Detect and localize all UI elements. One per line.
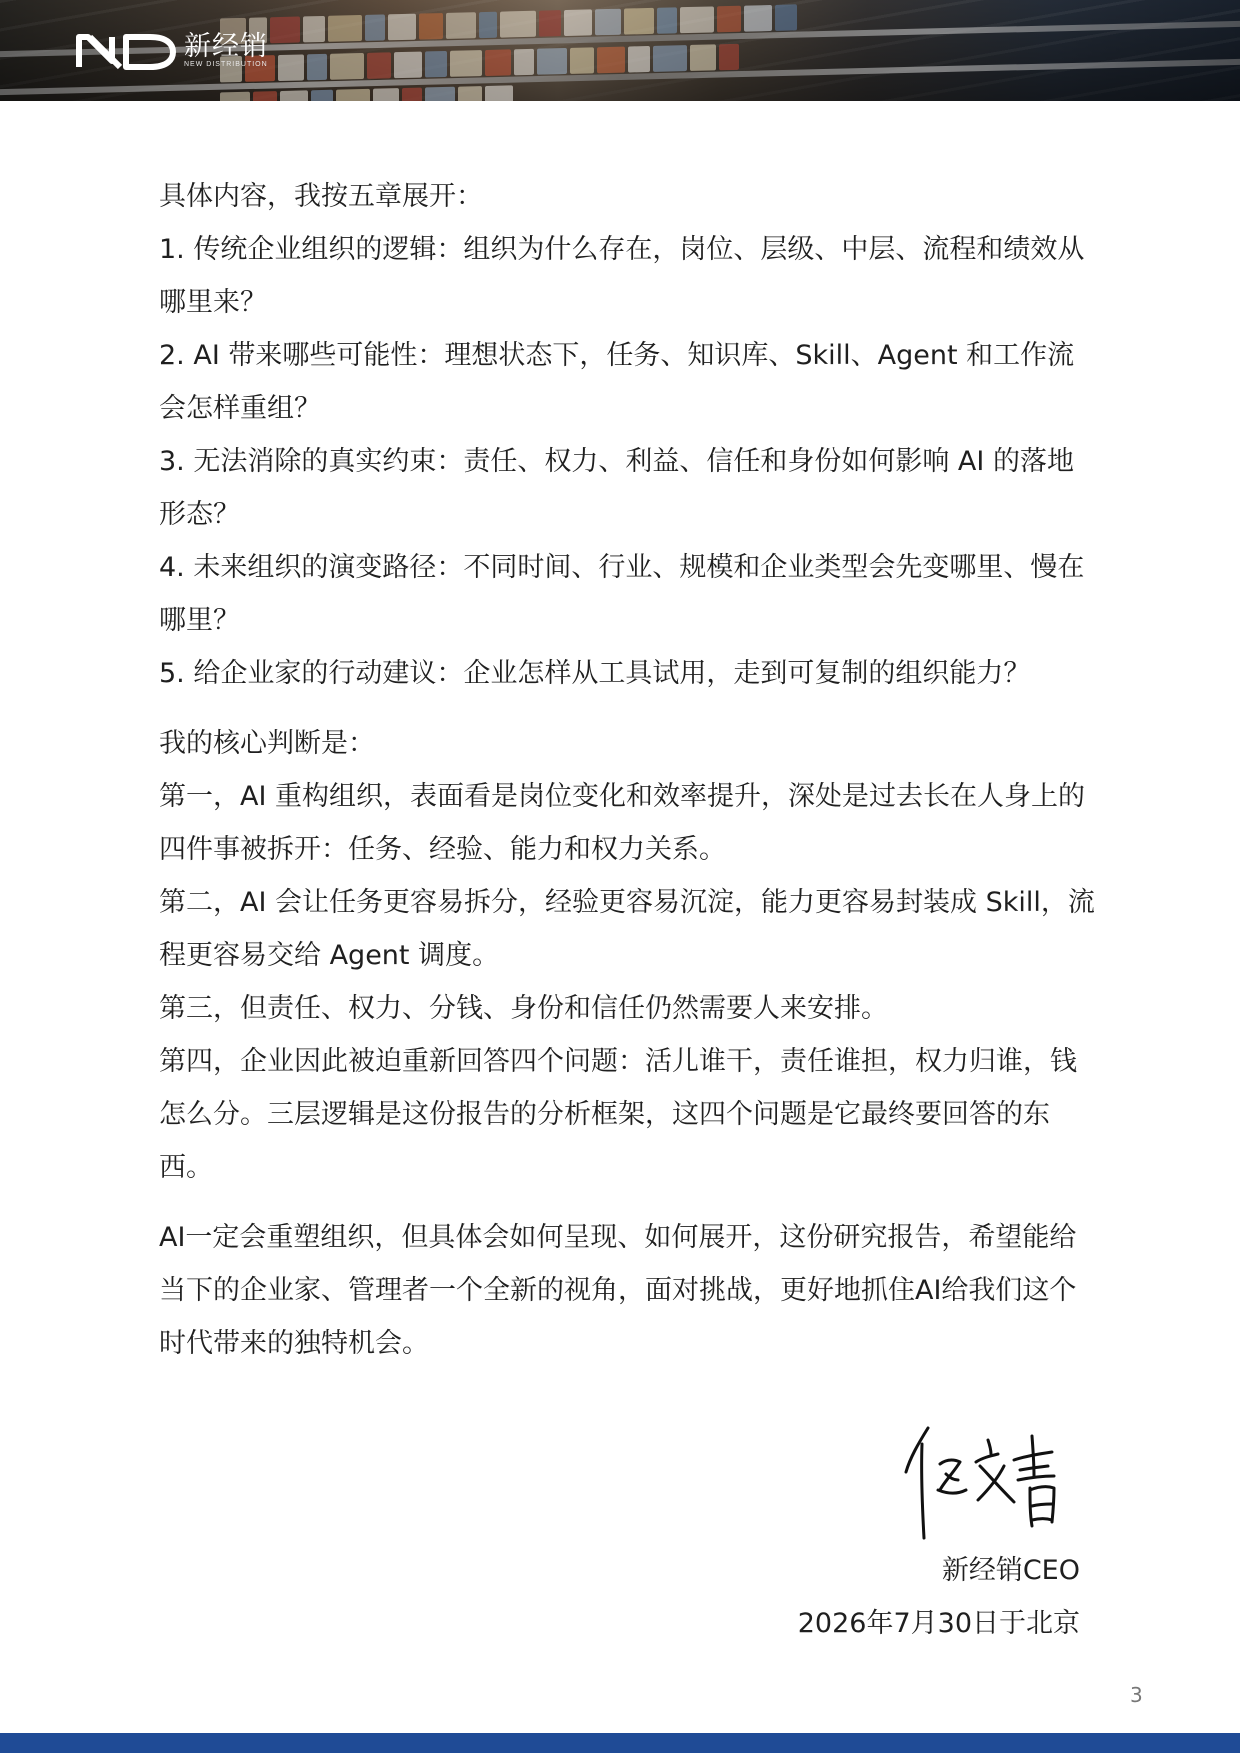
header-banner (0, 0, 1240, 101)
chapter-item-5: 5. 给企业家的行动建议：企业怎样从工具试用，走到可复制的组织能力？ (159, 658, 1031, 689)
signing-date-location: 2026年7月30日于北京 (797, 1608, 1080, 1639)
signature-icon (896, 1422, 1086, 1542)
judgment-item-3: 第三，但责任、权力、分钱、身份和信任仍然需要人来安排。 (159, 993, 888, 1024)
footer-bar (0, 1733, 1240, 1753)
chapter-item-4: 4. 未来组织的演变路径：不同时间、行业、规模和企业类型会先变哪里、慢在哪里？ (159, 552, 1085, 636)
judgment-item-1: 第一，AI 重构组织，表面看是岗位变化和效率提升，深处是过去长在人身上的四件事被拆开：任务、经验、能力和权力关系。 (159, 781, 1086, 865)
chapters-intro: 具体内容，我按五章展开： (159, 181, 483, 212)
paragraph-gap (159, 700, 1099, 717)
logo-chinese-name: 新经销 (184, 31, 268, 62)
logo-text (184, 33, 268, 69)
paragraph-gap (159, 1194, 1099, 1211)
chapter-item-3: 3. 无法消除的真实约束：责任、权力、利益、信任和身份如何影响 AI 的落地形态？ (159, 446, 1074, 530)
letter-body (159, 170, 1099, 1370)
judgment-item-4: 第四，企业因此被迫重新回答四个问题：活儿谁干，责任谁担，权力归谁，钱怎么分。三层逻辑是这份报告的分析框架，这四个问题是它最终要回答的东西。 (159, 1046, 1077, 1183)
closing-paragraph: AI一定会重塑组织，但具体会如何呈现、如何展开，这份研究报告，希望能给当下的企业家、管理者一个全新的视角，面对挑战，更好地抓住AI给我们这个时代带来的独特机会。 (159, 1222, 1077, 1359)
judgment-intro: 我的核心判断是： (159, 728, 375, 759)
nd-logo-icon (76, 31, 176, 71)
handwritten-signature (896, 1422, 1086, 1546)
judgment-item-2: 第二，AI 会让任务更容易拆分，经验更容易沉淀，能力更容易封装成 Skill，流程更容易交给 Agent 调度。 (159, 887, 1095, 971)
chapter-item-1: 1. 传统企业组织的逻辑：组织为什么存在，岗位、层级、中层、流程和绩效从哪里来？ (159, 234, 1085, 318)
signer-title: 新经销CEO (941, 1555, 1080, 1586)
logo-english-name: NEW DISTRIBUTION (184, 61, 268, 68)
brand-logo (76, 28, 268, 74)
chapter-item-2: 2. AI 带来哪些可能性：理想状态下，任务、知识库、Skill、Agent 和工作流会怎样重组？ (159, 340, 1075, 424)
page-number: 3 (1130, 1683, 1143, 1707)
